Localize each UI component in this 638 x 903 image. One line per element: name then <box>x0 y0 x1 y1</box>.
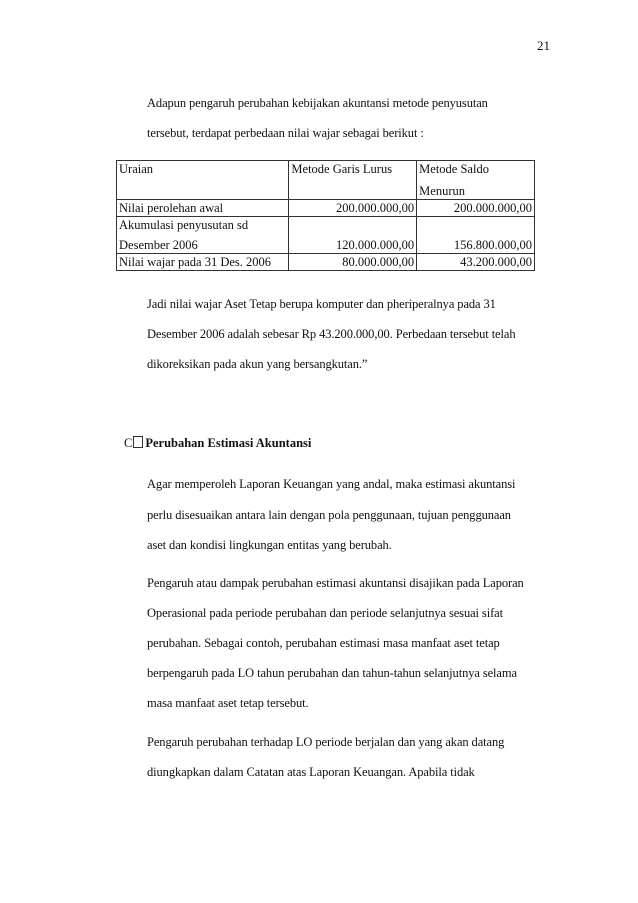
value-saldo-menurun: 200.000.000,00 <box>417 200 535 217</box>
header-saldo-menurun <box>417 161 535 200</box>
table-row <box>117 200 535 217</box>
value-garis-lurus: 80.000.000,00 <box>289 254 417 271</box>
header-saldo-menurun-line1: Metode Saldo <box>419 162 489 176</box>
paragraph1-line-3: aset dan kondisi lingkungan entitas yang berubah. <box>147 538 392 552</box>
table-header-row <box>117 161 535 200</box>
table-row <box>117 254 535 271</box>
header-saldo-menurun-line2: Menurun <box>419 184 465 198</box>
paragraph2-line-3: perubahan. Sebagai contoh, perubahan estimasi masa manfaat aset tetap <box>147 636 500 650</box>
paragraph3-line-2: diungkapkan dalam Catatan atas Laporan Keuangan. Apabila tidak <box>147 765 475 779</box>
row-label-line2: Desember 2006 <box>119 238 198 252</box>
intro-line-2: tersebut, terdapat perbedaan nilai wajar sebagai berikut : <box>147 126 424 140</box>
paragraph2-line-2: Operasional pada periode perubahan dan periode selanjutnya sesuai sifat <box>147 606 503 620</box>
intro-line-1: Adapun pengaruh perubahan kebijakan akuntansi metode penyusutan <box>147 96 488 110</box>
paragraph3-line-1: Pengaruh perubahan terhadap LO periode berjalan dan yang akan datang <box>147 735 505 749</box>
row-label: Nilai perolehan awal <box>117 200 289 217</box>
section-heading <box>124 436 311 451</box>
conclusion-line-1: Jadi nilai wajar Aset Tetap berupa komputer dan pheriperalnya pada 31 <box>147 297 496 311</box>
missing-glyph-box-icon <box>133 436 143 448</box>
conclusion-line-3: dikoreksikan pada akun yang bersangkutan.” <box>147 357 368 371</box>
conclusion-line-2: Desember 2006 adalah sebesar Rp 43.200.000,00. Perbedaan tersebut telah <box>147 327 516 341</box>
table-row <box>117 217 535 254</box>
paragraph1-line-2: perlu disesuaikan antara lain dengan pola penggunaan, tujuan penggunaan <box>147 508 511 522</box>
section-title: Perubahan Estimasi Akuntansi <box>145 436 312 450</box>
row-label <box>117 217 289 254</box>
header-garis-lurus: Metode Garis Lurus <box>289 161 417 200</box>
paragraph2-line-5: masa manfaat aset tetap tersebut. <box>147 696 309 710</box>
header-uraian: Uraian <box>117 161 289 200</box>
value-garis-lurus: 120.000.000,00 <box>289 217 417 254</box>
page-number: 21 <box>537 38 550 53</box>
row-label-line1: Akumulasi penyusutan sd <box>119 218 249 232</box>
value-garis-lurus: 200.000.000,00 <box>289 200 417 217</box>
depreciation-comparison-table <box>116 160 535 271</box>
section-letter: C <box>124 436 133 450</box>
paragraph2-line-1: Pengaruh atau dampak perubahan estimasi akuntansi disajikan pada Laporan <box>147 576 524 590</box>
paragraph2-line-4: berpengaruh pada LO tahun perubahan dan tahun-tahun selanjutnya selama <box>147 666 517 680</box>
row-label: Nilai wajar pada 31 Des. 2006 <box>117 254 289 271</box>
value-saldo-menurun: 43.200.000,00 <box>417 254 535 271</box>
paragraph1-line-1: Agar memperoleh Laporan Keuangan yang andal, maka estimasi akuntansi <box>147 477 516 491</box>
value-saldo-menurun: 156.800.000,00 <box>417 217 535 254</box>
